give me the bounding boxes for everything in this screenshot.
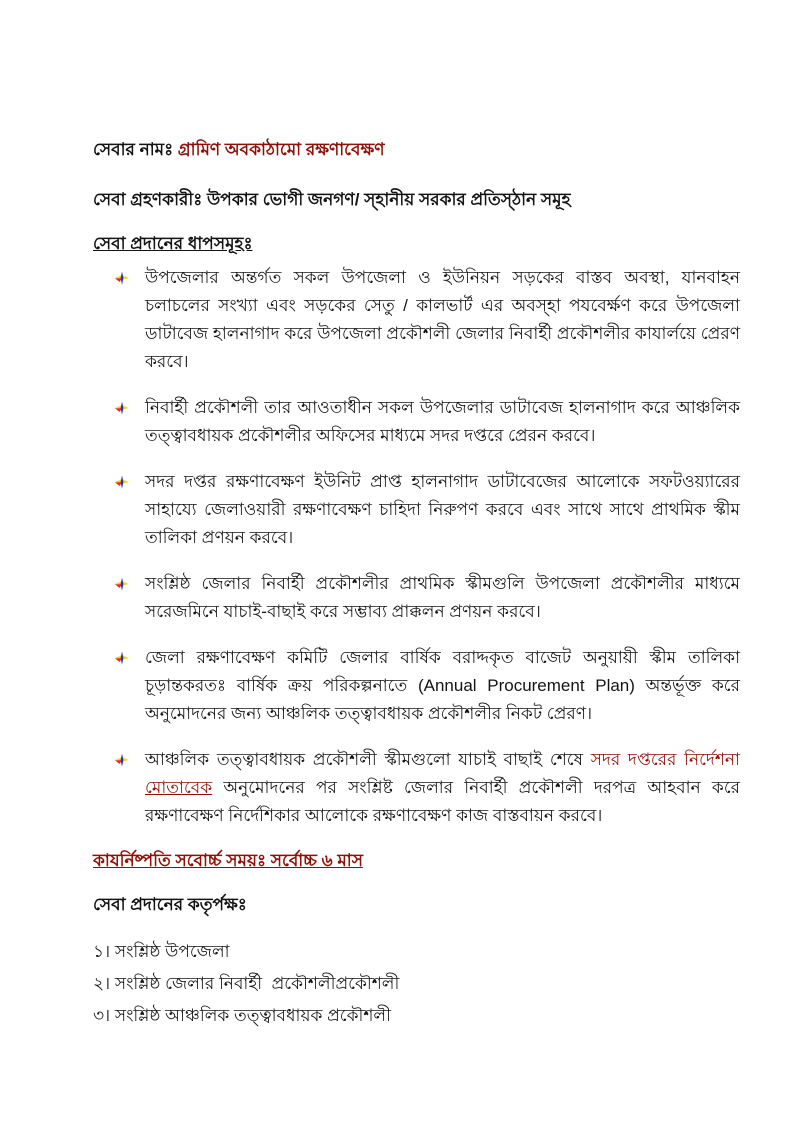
colored-arrow-bullet-icon bbox=[115, 475, 129, 489]
step-text-segment: সদর দপ্তর রক্ষণাবেক্ষণ ইউনিট প্রাপ্ত হালনাগাদ ডাটাবেজের আলোকে সফটওয়্যারের সাহায্যে জেলাওয়ারী রক্ষণাবেক্ষণ চাহিদা নিরুপণ করবে এবং সাথে সাথে প্রাথমিক স্কীম তালিকা প্রণয়ন করবে। bbox=[145, 472, 740, 547]
authority-item: ৩। সংশ্লিষ্ঠ আঞ্চলিক তত্ত্বাবধায়ক প্রকৌশলী bbox=[93, 1006, 391, 1025]
step-text-segment: নিবার্হী প্রকৌশলী তার আওতাধীন সকল উপজেলার ডাটাবেজ হালনাগাদ করে আঞ্চলিক তত্ত্বাবধায়ক প্রকৌশলীর অফিসের মাধ্যমে সদর দপ্তরে প্রেরন করবে। bbox=[145, 398, 740, 445]
authority-heading: সেবা প্রদানের কতৃর্পক্ষঃ bbox=[93, 895, 247, 914]
steps-heading: সেবা প্রদানের ধাপসমূহঃ bbox=[93, 234, 253, 253]
step-text-segment: অনুমোদনের পর সংশ্লিষ্ট জেলার নিবার্হী প্রকৌশলী দরপত্র আহবান করে রক্ষণাবেক্ষণ নির্দেশিকার আলোকে রক্ষণাবেক্ষণ কাজ বাস্তবায়ন করবে। bbox=[145, 778, 740, 825]
service-name-label: সেবার নামঃ bbox=[93, 140, 174, 159]
colored-arrow-bullet-icon bbox=[115, 401, 129, 415]
service-step bbox=[93, 570, 740, 626]
authority-item: ২। সংশ্লিষ্ঠ জেলার নিবার্হী প্রকৌশলীপ্রকৌশলী bbox=[93, 974, 400, 993]
colored-arrow-bullet-icon bbox=[115, 651, 129, 665]
authority-item: ১। সংশ্লিষ্ঠ উপজেলা bbox=[93, 942, 230, 961]
service-step bbox=[93, 264, 740, 376]
service-step bbox=[93, 644, 740, 728]
colored-arrow-bullet-icon bbox=[115, 753, 129, 767]
service-steps-list bbox=[93, 264, 740, 830]
step-text-segment: আঞ্চলিক তত্ত্বাবধায়ক প্রকৌশলী স্কীমগুলো যাচাই বাছাই শেষে bbox=[145, 750, 591, 769]
service-recipient-value: উপকার ভোগী জনগণ/ স্হানীয় সরকার প্রতিস্ঠান সমূহ bbox=[207, 190, 571, 209]
service-name-line bbox=[93, 138, 740, 162]
service-name-value: গ্রামিণ অবকাঠামো রক্ষণাবেক্ষণ bbox=[177, 140, 385, 159]
colored-arrow-bullet-icon bbox=[115, 577, 129, 591]
authority-list bbox=[93, 936, 740, 1032]
colored-arrow-bullet-icon bbox=[115, 271, 129, 285]
service-recipient-line bbox=[93, 188, 740, 212]
step-text-segment: উপজেলার অন্তর্গত সকল উপজেলা ও ইউনিয়ন সড়কের বাস্তব অবস্থা, যানবাহন চলাচলের সংখ্যা এবং সড়কের সেতু / কালভার্ট এর অবস্হা পযবের্ক্ষণ করে উপজেলা ডাটাবেজ হালনাগাদ করে উপজেলা প্রকৌশলী জেলার নিবার্হী প্রকৌশলীর কাযার্লয়ে প্রেরণ করবে। bbox=[145, 268, 740, 371]
step-text-segment: সংশ্লিষ্ঠ জেলার নিবার্হী প্রকৌশলীর প্রাথমিক স্কীমগুলি উপজেলা প্রকৌশলীর মাধ্যমে সরেজমিনে যাচাই-বাছাই করে সম্ভাব্য প্রাক্কলন প্রণয়ন করবে। bbox=[145, 574, 740, 621]
service-step bbox=[93, 468, 740, 552]
duration-heading: কাযর্নিষ্পতি সবোর্চ্চ সময়ঃ সর্বোচ্চ ৬ মাস bbox=[93, 851, 363, 870]
step-text-segment: সদর দপ্তরের নির্দেশনা bbox=[590, 750, 740, 769]
service-step bbox=[93, 746, 740, 830]
step-text-segment: মোতাবেক bbox=[145, 778, 213, 797]
service-recipient-label: সেবা গ্রহণকারীঃ bbox=[93, 190, 203, 209]
service-step bbox=[93, 394, 740, 450]
document-content bbox=[93, 138, 740, 1032]
step-text-segment: জেলা রক্ষণাবেক্ষণ কমিটি জেলার বার্ষিক বরাদ্দকৃত বাজেট অনুয়ায়ী স্কীম তালিকা চূড়ান্তকরতঃ বার্ষিক ক্রয় পরিকল্পনাতে (Annual Procurement Plan) অন্তর্ভূক্ত করে অনুমোদনের জন্য আঞ্চলিক তত্ত্বাবধায়ক প্রকৌশলীর নিকট প্রেরণ। bbox=[145, 648, 740, 723]
